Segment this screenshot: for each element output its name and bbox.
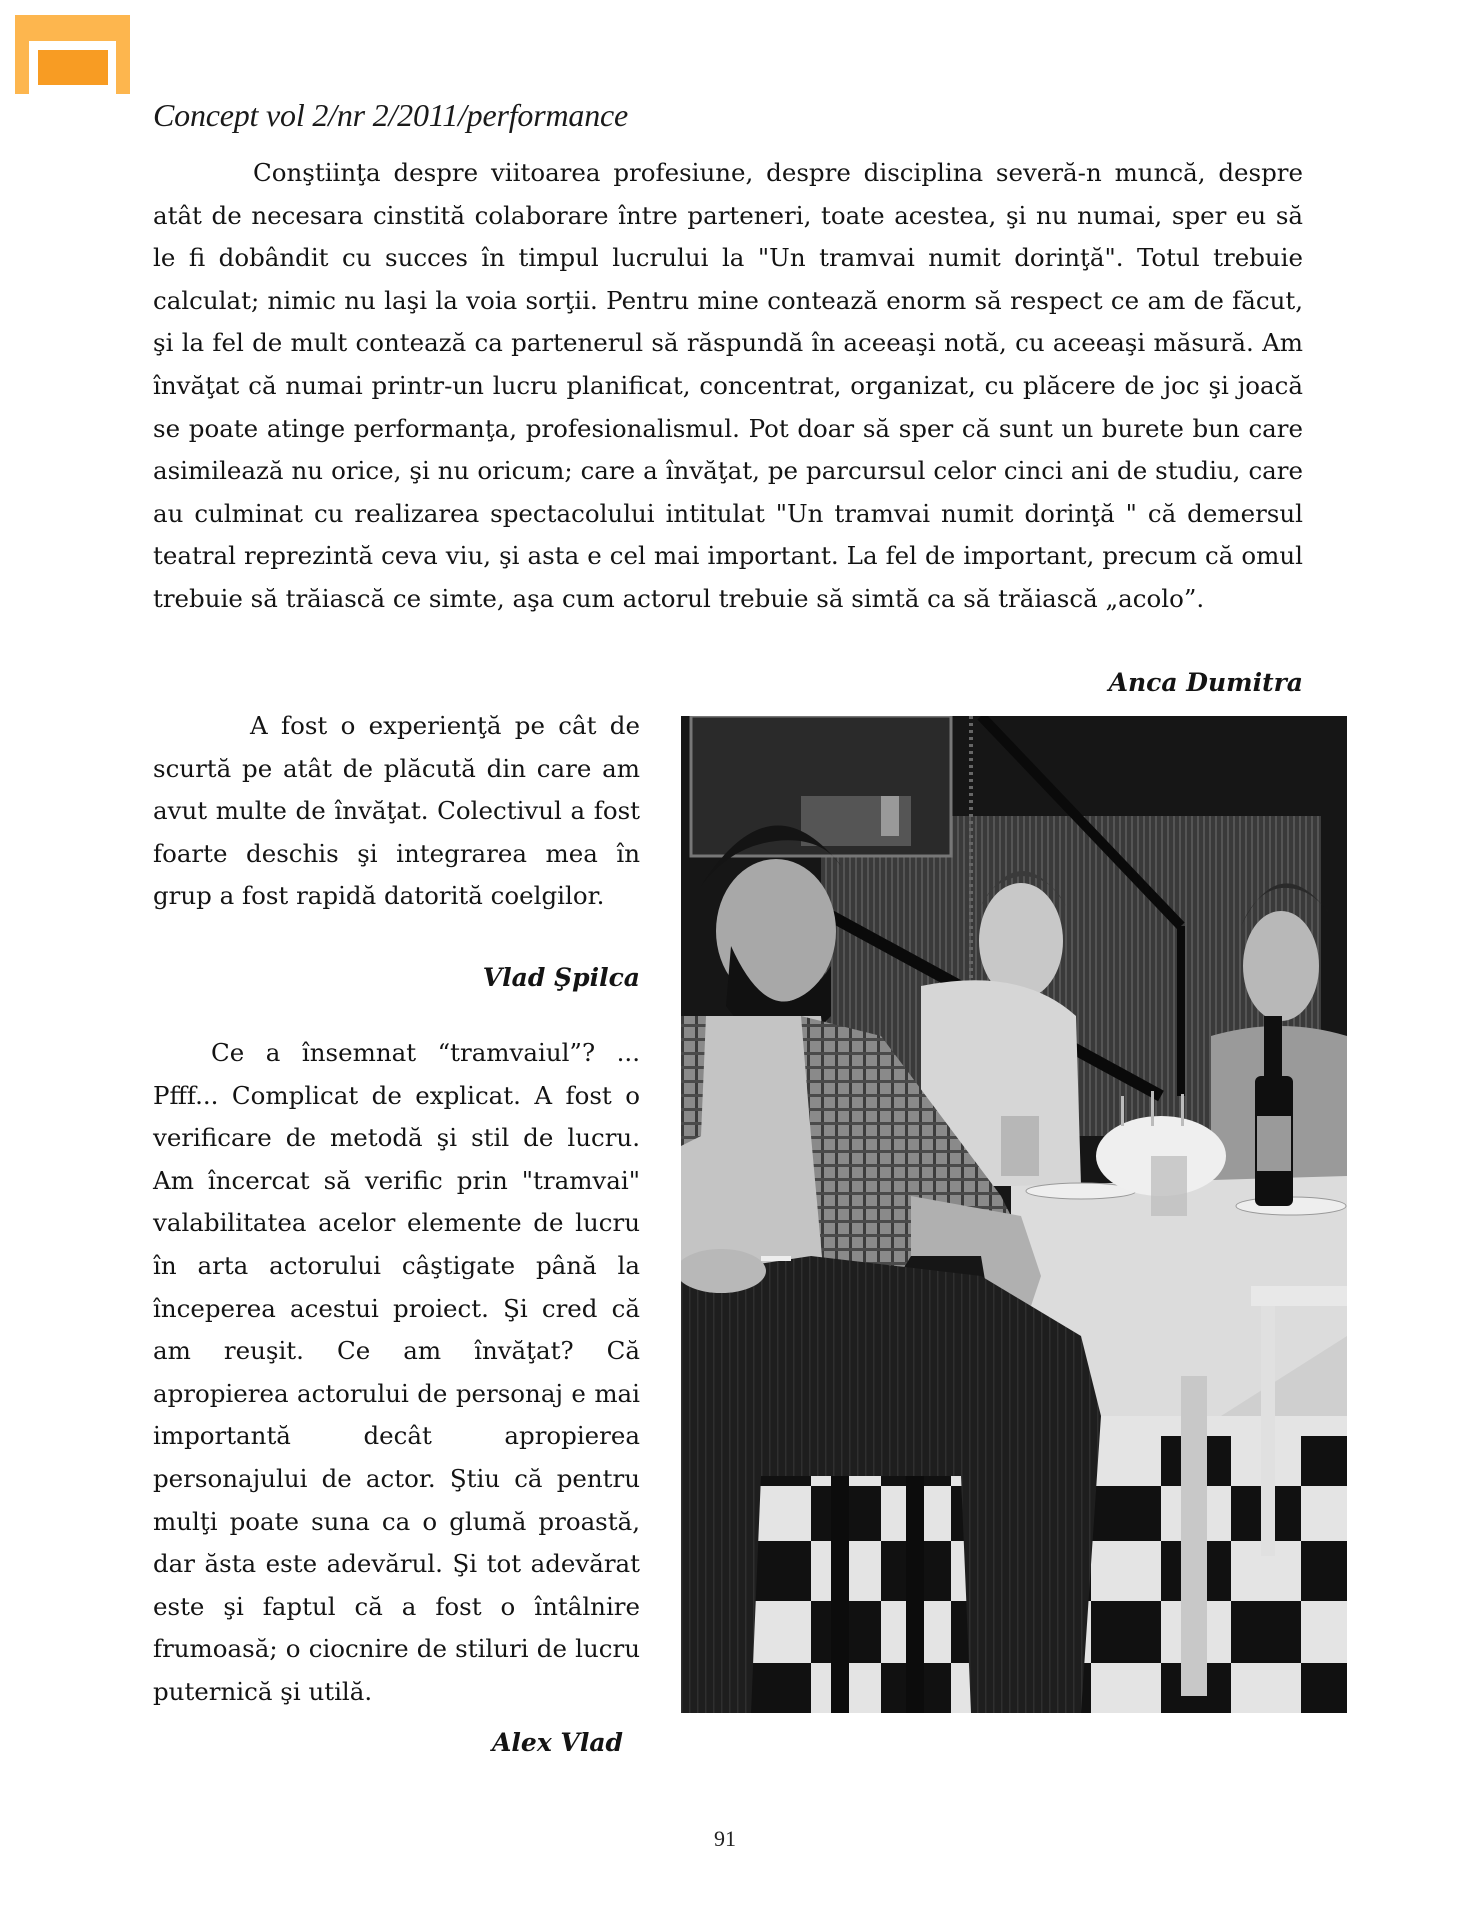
paragraph-text: A fost o experienţă pe cât de scurtă pe atât de plăcută din care am avut multe de învăţat. Colectivul a fost foarte deschis şi integrarea mea în grup a fost rapidă datorită coelgilor. [153, 711, 640, 911]
logo-frame-right [116, 41, 130, 94]
journal-logo [15, 15, 130, 94]
logo-frame-left [15, 41, 29, 94]
author-signature: Anca Dumitra [1108, 668, 1303, 697]
logo-inner-block [38, 50, 108, 85]
paragraph-alex-vlad [153, 1032, 640, 1714]
photo-illustration [681, 716, 1347, 1713]
author-signature: Alex Vlad [492, 1728, 623, 1757]
running-head: Concept vol 2/nr 2/2011/performance [153, 97, 629, 133]
paragraph-text: Conştiinţa despre viitoarea profesiune, despre disciplina severă-n muncă, despre atât de necesara cinstită colaborare între parteneri, toate acestea, şi nu numai, sper eu să le fi dobândit cu succes în timpul lucrului la "Un tramvai numit dorinţă". Totul trebuie calculat; nimic nu laşi la voia sorţii. Pentru mine contează enorm să respect ce am de făcut, şi la fel de mult contează ca partenerul să răspundă în aceeaşi notă, cu aceeaşi măsură. Am învăţat că numai printr-un lucru planificat, concentrat, organizat, cu plăcere de joc şi joacă se poate atinge performanţa, profesionalismul. Pot doar să sper că sunt un burete bun care asimilează nu orice, şi nu oricum; care a învăţat, pe parcursul celor cinci ani de studiu, care au culminat cu realizarea spectacolului intitulat "Un tramvai numit dorinţă " că demersul teatral reprezintă ceva viu, şi asta e cel mai important. La fel de important, precum că omul trebuie să trăiască ce simte, aşa cum actorul trebuie să simtă ca să trăiască „acolo”. [153, 158, 1303, 613]
author-signature: Vlad Şpilca [482, 963, 640, 992]
page-number: 91 [714, 1826, 736, 1851]
logo-frame-top [15, 15, 130, 41]
stage-photo [681, 716, 1347, 1713]
paragraph-anca-dumitra [153, 152, 1303, 621]
paragraph-text: Ce a însemnat “tramvaiul”? ... Pfff... Complicat de explicat. A fost o verificare de metodă şi stil de lucru. Am încercat să verific prin "tramvai" valabilitatea acelor elemente de lucru în arta actorului câştigate până la începerea acestui proiect. Şi cred că am reuşit. Ce am învăţat? Că apropierea actorului de personaj e mai importantă decât apropierea personajului de actor. Ştiu că pentru mulţi poate suna ca o glumă proastă, dar ăsta este adevărul. Şi tot adevărat este şi faptul că a fost o întâlnire frumoasă; o ciocnire de stiluri de lucru puternică şi utilă. [153, 1038, 640, 1706]
paragraph-vlad-spilca [153, 705, 640, 918]
